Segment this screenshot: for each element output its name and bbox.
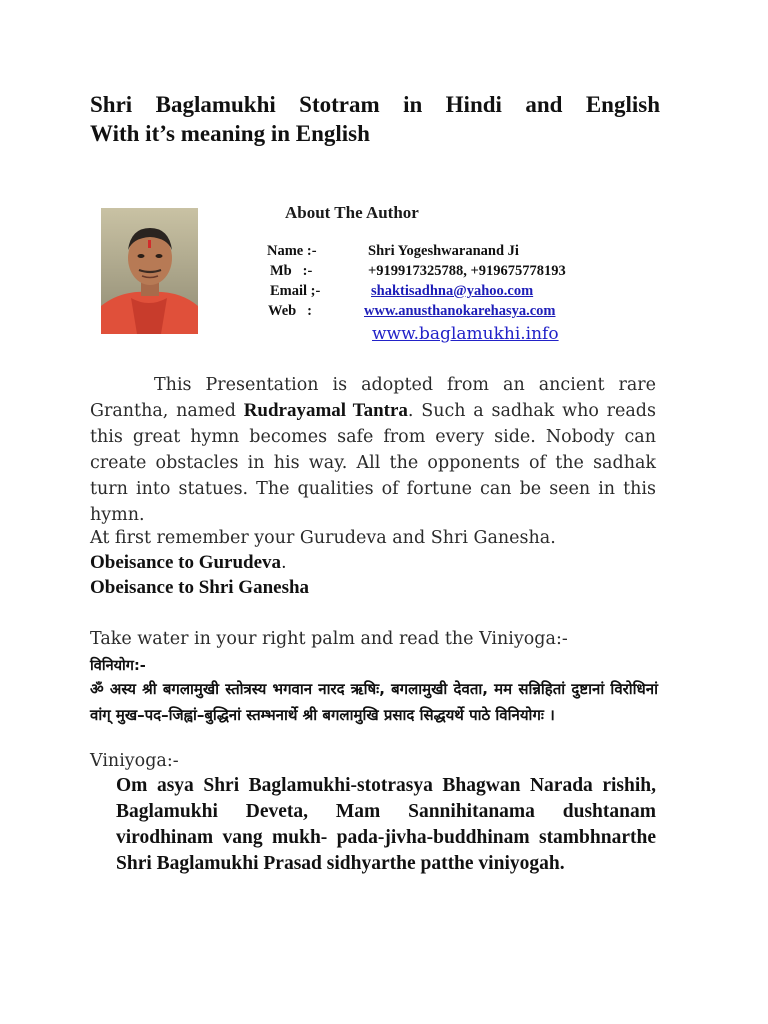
name-label: Name :- [267,243,317,259]
obeisance-gurudeva-period: . [281,553,287,573]
take-water-line: Take water in your right palm and read the Viniyoga:- [90,629,568,649]
email-link[interactable]: shaktisadhna@yahoo.com [371,283,534,299]
mobile-value: +919917325788, +919675778193 [368,263,566,279]
email-label: Email ;- [270,283,321,299]
hindi-viniyoga-label: विनियोग:- [90,658,146,674]
intro-text-after: . Such a sadhak who reads this great hymn becomes safe from every side. Nobody can create obstacles in his way. All the opponents of the sadhak turn into statues. The qualities of fortune can be seen in this hymn. [90,401,656,525]
document-title [90,90,660,148]
name-value: Shri Yogeshwaranand Ji [368,243,519,259]
web-label: Web : [268,303,312,319]
title-line-2: With it’s meaning in English [90,121,370,146]
title-line-1: Shri Baglamukhi Stotram in Hindi and English [90,92,660,117]
website-link[interactable]: www.anusthanokarehasya.com [364,303,556,319]
remember-line: At first remember your Gurudeva and Shri Ganesha. [90,528,556,548]
obeisance-gurudeva-text: Obeisance to Gurudeva [90,552,282,573]
mobile-label: Mb :- [270,263,313,279]
author-portrait-icon [101,208,198,334]
intro-paragraph [90,372,656,528]
intro-text-before: This Presentation is adopted from an ancient rare Grantha, named [90,375,656,421]
viniyoga-label: Viniyoga:- [90,751,179,771]
about-author-heading: About The Author [285,203,419,222]
hindi-viniyoga-text: ॐ अस्य श्री बगलामुखी स्तोत्रस्य भगवान नारद ऋषिः, बगलामुखी देवता, मम सन्निहितां दुष्टानां विरोधिनां वांग् मुख–पद–जिह्वां–बुद्धिनां स्तम्भनार्थे श्री बगलामुखि प्रसाद सिद्धयर्थे पाठे विनियोगः । [90,680,658,724]
intro-bold-grantha: Rudrayamal Tantra [243,400,408,421]
obeisance-ganesha: Obeisance to Shri Ganesha [90,577,310,598]
baglamukhi-link[interactable]: www.baglamukhi.info [372,324,559,344]
obeisance-gurudeva [90,552,286,574]
roman-viniyoga-text: Om asya Shri Baglamukhi-stotrasya Bhagwan Narada rishih, Baglamukhi Deveta, Mam Sannihitanama dushtanam virodhinam vang mukh- pada-jivha-buddhinam stambhnarthe Shri Baglamukhi Prasad sidhyarthe patthe viniyogah. [116,775,656,874]
author-photo [101,208,198,334]
